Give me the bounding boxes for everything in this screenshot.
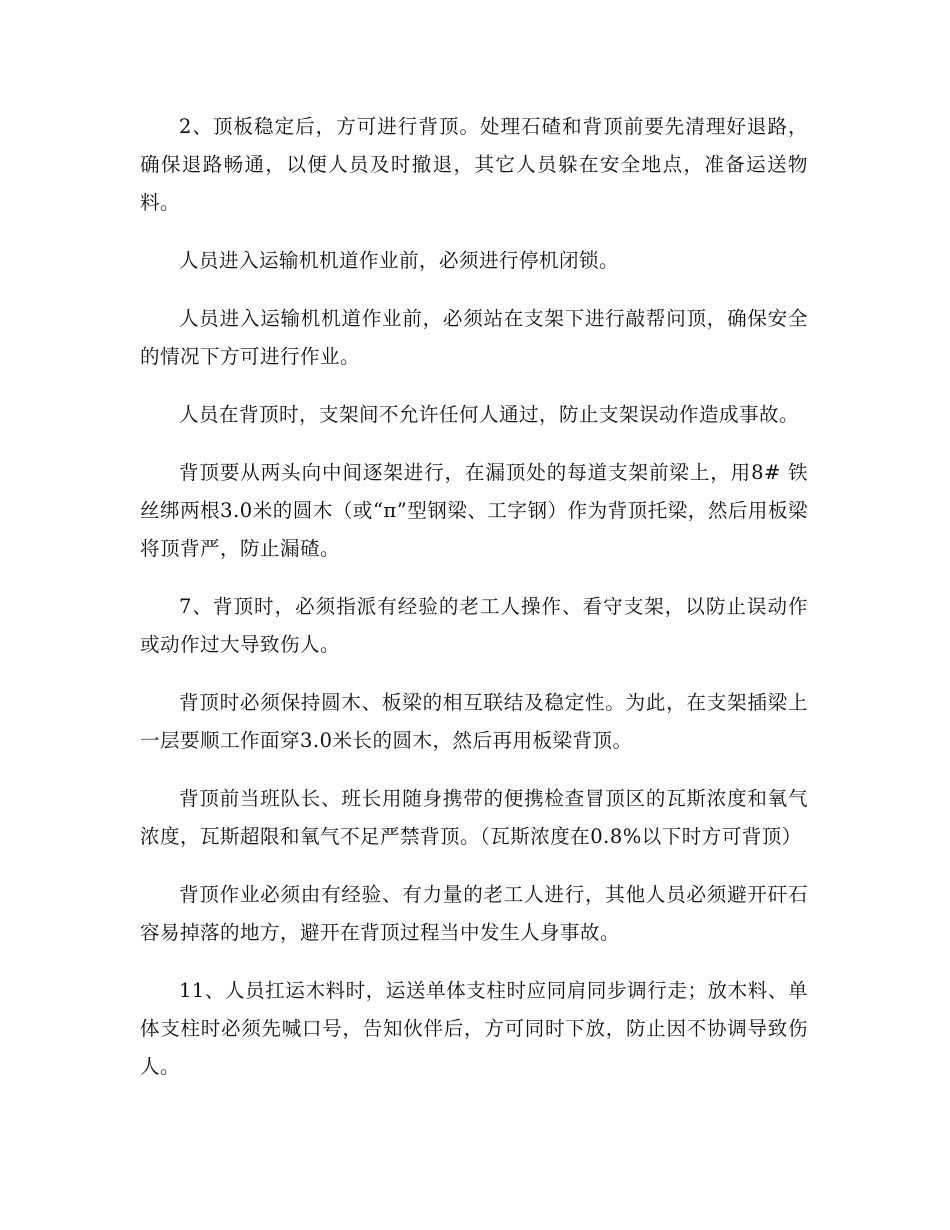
paragraph-9: 背顶作业必须由有经验、有力量的老工人进行，其他人员必须避开矸石容易掉落的地方，避开在背顶过程当中发生人身事故。 (140, 883, 808, 944)
paragraph-6: 7、背顶时，必须指派有经验的老工人操作、看守支架，以防止误动作或动作过大导致伤人。 (140, 595, 808, 656)
paragraph-4: 人员在背顶时，支架间不允许任何人通过，防止支架误动作造成事故。 (179, 403, 800, 426)
paragraph-2: 人员进入运输机机道作业前，必须进行停机闭锁。 (179, 249, 620, 272)
paragraph-5: 背顶要从两头向中间逐架进行，在漏顶处的每道支架前梁上，用8# 铁丝绑两根3.0米的圆木（或“π”型钢梁、工字钢）作为背顶托梁，然后用板梁将顶背严，防止漏碴。 (140, 461, 808, 560)
paragraph-7: 背顶时必须保持圆木、板梁的相互联结及稳定性。为此，在支架插梁上一层要顺工作面穿3.0米长的圆木，然后再用板梁背顶。 (140, 691, 808, 752)
paragraph-3: 人员进入运输机机道作业前，必须站在支架下进行敲帮问顶，确保安全的情况下方可进行作业。 (140, 307, 808, 368)
paragraph-8: 背顶前当班队长、班长用随身携带的便携检查冒顶区的瓦斯浓度和氧气浓度，瓦斯超限和氧气不足严禁背顶。（瓦斯浓度在0.8%以下时方可背顶） (140, 787, 808, 848)
paragraph-1: 2、顶板稳定后，方可进行背顶。处理石碴和背顶前要先清理好退路，确保退路畅通，以便人员及时撤退，其它人员躲在安全地点，准备运送物料。 (140, 115, 808, 214)
paragraph-10: 11、人员扛运木料时，运送单体支柱时应同肩同步调行走；放木料、单体支柱时必须先喊口号，告知伙伴后，方可同时下放，防止因不协调导致伤人。 (140, 979, 808, 1078)
document-body (140, 108, 808, 1106)
